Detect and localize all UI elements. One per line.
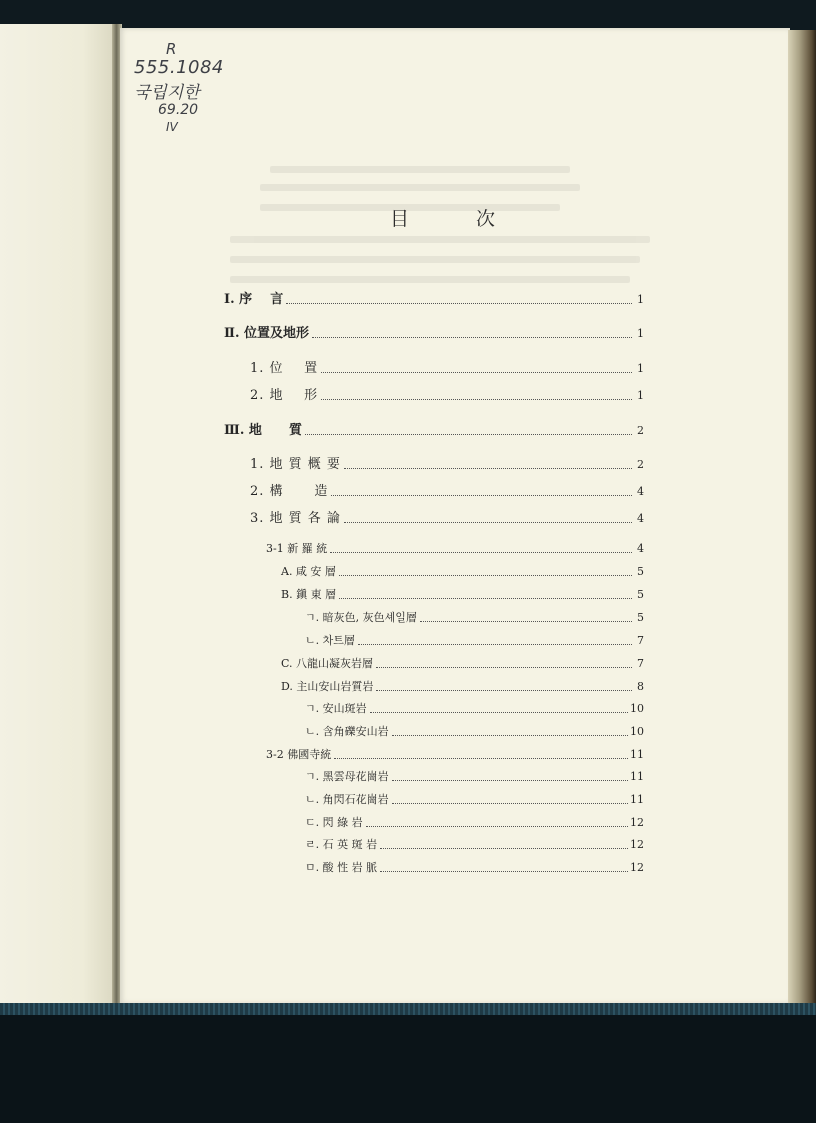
toc-entry[interactable] [305,859,644,877]
dot-leader [339,598,632,599]
toc-entry[interactable] [250,483,644,501]
toc-entry-label: B. 鎭 東 層 [281,588,337,601]
dot-leader [380,848,628,849]
dot-leader [376,690,632,691]
stamp-line-1: R [166,40,177,58]
toc-entry-page: 5 [637,588,644,601]
toc-entry-label: A. 咸 安 層 [281,565,336,578]
dot-leader [376,667,632,668]
toc-entry-label: ㄹ. 石 英 斑 岩 [305,838,378,851]
toc-entry[interactable] [305,768,644,786]
stamp-line-3: 국립지한 [134,83,200,103]
toc-entry[interactable] [305,700,644,718]
dot-leader [392,803,628,804]
toc-entry-page: 7 [637,657,644,670]
toc-entry-page: 1 [637,389,644,402]
toc-entry[interactable] [266,746,644,764]
toc-entry-page: 11 [630,748,644,761]
dot-leader [334,758,628,759]
toc-entry-label: 2. 地 形 [250,388,319,403]
stamp-line-4: 69.20 [158,102,199,118]
toc-entry[interactable] [305,791,644,809]
toc-entry-label: 1. 地 質 概 要 [250,457,341,472]
toc-entry-page: 4 [637,512,644,525]
toc-entry-label: ㄴ. 角閃石花崗岩 [305,793,389,806]
toc-entry[interactable] [250,387,644,405]
toc-entry-page: 5 [637,611,644,624]
toc-entry-page: 10 [630,702,644,715]
dot-leader [392,780,628,781]
toc-entry[interactable] [224,325,644,343]
toc-entry-page: 1 [637,327,644,340]
toc-entry-page: 5 [637,565,644,578]
dot-leader [339,575,632,576]
toc-entry-label: ㅁ. 酸 性 岩 脈 [305,861,378,874]
dot-leader [331,495,632,496]
toc-entry-label: ㄱ. 黑雲母花崗岩 [305,770,389,783]
toc-entry-page: 11 [630,793,644,806]
toc-entry-page: 8 [637,680,644,693]
toc-title-char-1: 目 [390,208,410,230]
toc-entry[interactable] [250,456,644,474]
toc-entry-page: 10 [630,725,644,738]
toc-entry-label: 1. 位 置 [250,361,319,376]
toc-entry-label: ㄷ. 閃 綠 岩 [305,816,363,829]
dot-leader [312,337,632,338]
toc-entry-label: 3-2 佛國寺統 [266,748,332,761]
toc-entry[interactable] [250,510,644,528]
toc-entry[interactable] [281,586,644,604]
toc-entry[interactable] [224,422,644,440]
toc-entry[interactable] [305,836,644,854]
toc-entry-label: ㄴ. 含角礫安山岩 [305,725,389,738]
toc-entry-label: Ⅲ. 地 質 [224,423,303,438]
toc-entry-label: C. 八龍山凝灰岩層 [281,657,374,670]
toc-entry-page: 1 [637,362,644,375]
toc-entry-page: 4 [637,485,644,498]
dot-leader [321,399,632,400]
stamp-line-2: 555.1084 [134,57,224,78]
toc-entry[interactable] [281,655,644,673]
toc-entry[interactable] [281,563,644,581]
toc-entry-page: 4 [637,542,644,555]
toc-entry-page: 11 [630,770,644,783]
stamp-line-5: IV [166,120,178,134]
toc-entry-page: 12 [630,861,644,874]
toc-entry[interactable] [305,632,644,650]
toc-entry-label: ㄱ. 安山斑岩 [305,702,367,715]
toc-entry-label: 2. 構 造 [250,484,329,499]
toc-entry-label: 3-1 新 羅 統 [266,542,328,555]
dot-leader [321,372,632,373]
toc-entry-label: ㄱ. 暗灰色, 灰色셰일層 [305,611,417,624]
dot-leader [344,468,632,469]
dot-leader [330,552,632,553]
toc-entry[interactable] [224,291,644,309]
toc-entry[interactable] [305,723,644,741]
toc-entry-page: 12 [630,838,644,851]
toc-entry-page: 7 [637,634,644,647]
dot-leader [286,303,632,304]
toc-entry-page: 2 [637,424,644,437]
toc-entry[interactable] [305,609,644,627]
toc-entry[interactable] [266,540,644,558]
dot-leader [358,644,632,645]
toc-entry[interactable] [281,678,644,696]
dot-leader [305,434,632,435]
toc-entry-page: 1 [637,293,644,306]
toc-entry-label: Ⅰ. 序 言 [224,292,284,307]
dot-leader [366,826,628,827]
toc-entry[interactable] [250,360,644,378]
dot-leader [420,621,632,622]
dot-leader [380,871,628,872]
toc-title-char-2: 次 [476,208,496,230]
dot-leader [370,712,628,713]
toc-entry-page: 2 [637,458,644,471]
dot-leader [392,735,628,736]
toc-entry-label: 3. 地 質 各 論 [250,511,341,526]
dot-leader [344,522,632,523]
toc-entry[interactable] [305,814,644,832]
toc-entry-label: Ⅱ. 位置及地形 [224,326,310,341]
toc-entry-label: D. 主山安山岩質岩 [281,680,374,693]
toc-entry-page: 12 [630,816,644,829]
toc-entry-label: ㄴ. 차트層 [305,634,355,647]
